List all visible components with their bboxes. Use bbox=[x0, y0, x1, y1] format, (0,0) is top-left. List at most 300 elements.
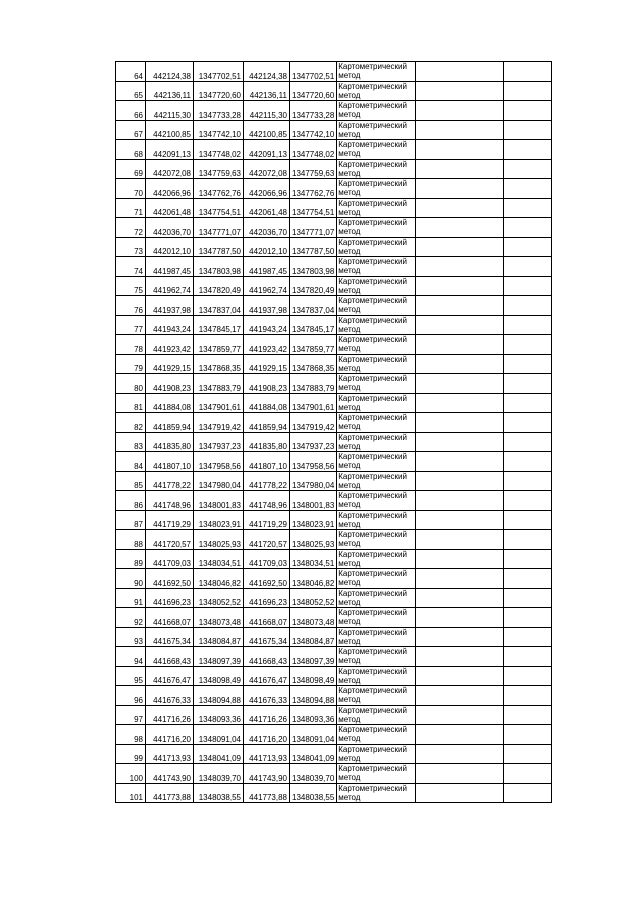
empty-cell bbox=[416, 783, 504, 803]
method-cell bbox=[337, 588, 416, 608]
method-cell bbox=[337, 705, 416, 725]
point-number: 69 bbox=[116, 159, 146, 179]
x-coordinate: 442061,48 bbox=[146, 198, 194, 218]
x-coordinate-new: 442066,96 bbox=[244, 179, 290, 199]
method-line-2: метод bbox=[338, 792, 361, 802]
point-number: 94 bbox=[116, 647, 146, 667]
empty-cell bbox=[504, 159, 552, 179]
empty-cell bbox=[504, 530, 552, 550]
x-coordinate-new: 442072,08 bbox=[244, 159, 290, 179]
empty-cell bbox=[416, 725, 504, 745]
y-coordinate-new: 1347837,04 bbox=[290, 296, 337, 316]
method-line-2: метод bbox=[338, 168, 361, 178]
method-line-1: Картометрический bbox=[338, 588, 407, 598]
y-coordinate-new: 1348097,39 bbox=[290, 647, 337, 667]
y-coordinate-new: 1348098,49 bbox=[290, 666, 337, 686]
y-coordinate-new: 1347748,02 bbox=[290, 140, 337, 160]
table-row bbox=[116, 666, 552, 686]
y-coordinate: 1347868,35 bbox=[194, 354, 244, 374]
method-line-1: Картометрический bbox=[338, 120, 407, 130]
x-coordinate-new: 441676,47 bbox=[244, 666, 290, 686]
point-number: 77 bbox=[116, 315, 146, 335]
y-coordinate-new: 1348041,09 bbox=[290, 744, 337, 764]
point-number: 97 bbox=[116, 705, 146, 725]
empty-cell bbox=[504, 237, 552, 257]
method-line-2: метод bbox=[338, 344, 361, 353]
empty-cell bbox=[504, 257, 552, 277]
method-line-2: метод bbox=[338, 617, 361, 626]
empty-cell bbox=[504, 315, 552, 335]
y-coordinate: 1347754,51 bbox=[194, 198, 244, 218]
empty-cell bbox=[504, 627, 552, 647]
y-coordinate-new: 1348052,52 bbox=[290, 588, 337, 608]
method-line-1: Картометрический bbox=[338, 452, 407, 461]
table-row bbox=[116, 101, 552, 121]
method-line-1: Картометрический bbox=[338, 101, 407, 110]
method-cell bbox=[337, 218, 416, 238]
y-coordinate: 1348046,82 bbox=[194, 569, 244, 589]
y-coordinate: 1347771,07 bbox=[194, 218, 244, 238]
y-coordinate: 1348084,87 bbox=[194, 627, 244, 647]
y-coordinate: 1348091,04 bbox=[194, 725, 244, 745]
method-line-1: Картометрический bbox=[338, 81, 407, 91]
point-number: 84 bbox=[116, 452, 146, 472]
table-row bbox=[116, 315, 552, 335]
x-coordinate-new: 442091,13 bbox=[244, 140, 290, 160]
y-coordinate: 1348094,88 bbox=[194, 686, 244, 706]
x-coordinate-new: 441859,94 bbox=[244, 413, 290, 433]
empty-cell bbox=[416, 218, 504, 238]
point-number: 87 bbox=[116, 510, 146, 530]
empty-cell bbox=[504, 393, 552, 413]
x-coordinate: 441987,45 bbox=[146, 257, 194, 277]
y-coordinate-new: 1348025,93 bbox=[290, 530, 337, 550]
x-coordinate-new: 441835,80 bbox=[244, 432, 290, 452]
method-line-1: Картометрический bbox=[338, 783, 407, 793]
method-line-2: метод bbox=[338, 753, 361, 763]
x-coordinate: 442115,30 bbox=[146, 101, 194, 121]
method-line-1: Картометрический bbox=[338, 198, 407, 208]
table-row bbox=[116, 510, 552, 530]
y-coordinate: 1348001,83 bbox=[194, 491, 244, 511]
point-number: 98 bbox=[116, 725, 146, 745]
x-coordinate: 442066,96 bbox=[146, 179, 194, 199]
y-coordinate: 1347980,04 bbox=[194, 471, 244, 491]
y-coordinate-new: 1347901,61 bbox=[290, 393, 337, 413]
y-coordinate-new: 1347845,17 bbox=[290, 315, 337, 335]
empty-cell bbox=[504, 432, 552, 452]
method-cell bbox=[337, 627, 416, 647]
empty-cell bbox=[504, 764, 552, 784]
y-coordinate: 1347720,60 bbox=[194, 81, 244, 101]
method-line-1: Картометрический bbox=[338, 354, 407, 364]
y-coordinate-new: 1348094,88 bbox=[290, 686, 337, 706]
y-coordinate: 1347702,51 bbox=[194, 62, 244, 82]
x-coordinate: 442091,13 bbox=[146, 140, 194, 160]
empty-cell bbox=[504, 62, 552, 82]
method-cell bbox=[337, 725, 416, 745]
x-coordinate-new: 441696,23 bbox=[244, 588, 290, 608]
method-line-2: метод bbox=[338, 246, 361, 256]
method-cell bbox=[337, 764, 416, 784]
method-line-2: метод bbox=[338, 675, 361, 685]
y-coordinate-new: 1347820,49 bbox=[290, 276, 337, 296]
x-coordinate-new: 441962,74 bbox=[244, 276, 290, 296]
method-cell bbox=[337, 569, 416, 589]
point-number: 72 bbox=[116, 218, 146, 238]
table-row bbox=[116, 257, 552, 277]
empty-cell bbox=[416, 647, 504, 667]
table-row bbox=[116, 744, 552, 764]
empty-cell bbox=[504, 549, 552, 569]
y-coordinate-new: 1347754,51 bbox=[290, 198, 337, 218]
point-number: 64 bbox=[116, 62, 146, 82]
point-number: 66 bbox=[116, 101, 146, 121]
x-coordinate-new: 441716,20 bbox=[244, 725, 290, 745]
y-coordinate: 1348073,48 bbox=[194, 608, 244, 628]
table-row bbox=[116, 179, 552, 199]
empty-cell bbox=[504, 686, 552, 706]
y-coordinate: 1348041,09 bbox=[194, 744, 244, 764]
point-number: 68 bbox=[116, 140, 146, 160]
method-line-1: Картометрический bbox=[338, 335, 407, 344]
table-row bbox=[116, 608, 552, 628]
x-coordinate: 441929,15 bbox=[146, 354, 194, 374]
method-line-2: метод bbox=[338, 734, 361, 743]
point-number: 86 bbox=[116, 491, 146, 511]
method-line-1: Картометрический bbox=[338, 705, 407, 715]
x-coordinate: 441859,94 bbox=[146, 413, 194, 433]
method-line-1: Картометрический bbox=[338, 374, 407, 383]
y-coordinate: 1347820,49 bbox=[194, 276, 244, 296]
x-coordinate-new: 441716,26 bbox=[244, 705, 290, 725]
x-coordinate-new: 442100,85 bbox=[244, 120, 290, 140]
empty-cell bbox=[504, 218, 552, 238]
method-cell bbox=[337, 783, 416, 803]
x-coordinate: 442100,85 bbox=[146, 120, 194, 140]
method-line-2: метод bbox=[338, 519, 361, 529]
method-line-2: метод bbox=[338, 305, 361, 314]
y-coordinate: 1347803,98 bbox=[194, 257, 244, 277]
y-coordinate: 1348023,91 bbox=[194, 510, 244, 530]
method-cell bbox=[337, 315, 416, 335]
table-row bbox=[116, 783, 552, 803]
empty-cell bbox=[416, 764, 504, 784]
method-line-2: метод bbox=[338, 71, 361, 80]
y-coordinate: 1348052,52 bbox=[194, 588, 244, 608]
x-coordinate: 441696,23 bbox=[146, 588, 194, 608]
y-coordinate: 1348098,49 bbox=[194, 666, 244, 686]
method-line-1: Картометрический bbox=[338, 179, 407, 188]
table-row bbox=[116, 686, 552, 706]
y-coordinate: 1347742,10 bbox=[194, 120, 244, 140]
point-number: 74 bbox=[116, 257, 146, 277]
empty-cell bbox=[504, 81, 552, 101]
y-coordinate: 1347759,63 bbox=[194, 159, 244, 179]
method-line-1: Картометрический bbox=[338, 608, 407, 617]
table-row bbox=[116, 413, 552, 433]
method-cell bbox=[337, 62, 416, 82]
method-line-1: Картометрический bbox=[338, 764, 407, 773]
empty-cell bbox=[416, 140, 504, 160]
method-line-1: Картометрический bbox=[338, 491, 407, 500]
x-coordinate: 441908,23 bbox=[146, 374, 194, 394]
point-number: 89 bbox=[116, 549, 146, 569]
method-line-2: метод bbox=[338, 129, 361, 139]
method-line-1: Картометрический bbox=[338, 315, 407, 325]
method-line-1: Картометрический bbox=[338, 549, 407, 559]
point-number: 79 bbox=[116, 354, 146, 374]
method-cell bbox=[337, 257, 416, 277]
x-coordinate: 441923,42 bbox=[146, 335, 194, 355]
empty-cell bbox=[416, 257, 504, 277]
empty-cell bbox=[504, 569, 552, 589]
point-number: 99 bbox=[116, 744, 146, 764]
empty-cell bbox=[416, 315, 504, 335]
method-cell bbox=[337, 530, 416, 550]
empty-cell bbox=[416, 237, 504, 257]
y-coordinate-new: 1347742,10 bbox=[290, 120, 337, 140]
x-coordinate-new: 442136,11 bbox=[244, 81, 290, 101]
table-row bbox=[116, 62, 552, 82]
empty-cell bbox=[504, 491, 552, 511]
empty-cell bbox=[504, 179, 552, 199]
method-line-1: Картометрический bbox=[338, 296, 407, 305]
empty-cell bbox=[504, 705, 552, 725]
y-coordinate: 1347901,61 bbox=[194, 393, 244, 413]
method-line-2: метод bbox=[338, 285, 361, 295]
x-coordinate-new: 441923,42 bbox=[244, 335, 290, 355]
point-number: 78 bbox=[116, 335, 146, 355]
empty-cell bbox=[416, 471, 504, 491]
table-row bbox=[116, 296, 552, 316]
method-line-2: метод bbox=[338, 500, 361, 509]
x-coordinate: 441743,90 bbox=[146, 764, 194, 784]
x-coordinate-new: 441937,98 bbox=[244, 296, 290, 316]
empty-cell bbox=[504, 783, 552, 803]
method-line-2: метод bbox=[338, 636, 361, 646]
empty-cell bbox=[416, 686, 504, 706]
method-line-1: Картометрический bbox=[338, 432, 407, 442]
method-line-1: Картометрический bbox=[338, 744, 407, 754]
method-cell bbox=[337, 510, 416, 530]
y-coordinate: 1348093,36 bbox=[194, 705, 244, 725]
empty-cell bbox=[504, 120, 552, 140]
empty-cell bbox=[504, 647, 552, 667]
empty-cell bbox=[416, 101, 504, 121]
method-cell bbox=[337, 471, 416, 491]
y-coordinate-new: 1348091,04 bbox=[290, 725, 337, 745]
method-cell bbox=[337, 81, 416, 101]
table-row bbox=[116, 140, 552, 160]
method-line-1: Картометрический bbox=[338, 140, 407, 149]
point-number: 101 bbox=[116, 783, 146, 803]
method-line-1: Картометрический bbox=[338, 569, 407, 578]
method-line-2: метод bbox=[338, 480, 361, 490]
method-line-1: Картометрический bbox=[338, 257, 407, 266]
x-coordinate-new: 441743,90 bbox=[244, 764, 290, 784]
y-coordinate-new: 1347759,63 bbox=[290, 159, 337, 179]
point-number: 91 bbox=[116, 588, 146, 608]
method-line-1: Картометрический bbox=[338, 627, 407, 637]
point-number: 70 bbox=[116, 179, 146, 199]
x-coordinate-new: 441748,96 bbox=[244, 491, 290, 511]
method-cell bbox=[337, 296, 416, 316]
y-coordinate: 1348034,51 bbox=[194, 549, 244, 569]
point-number: 83 bbox=[116, 432, 146, 452]
y-coordinate: 1347733,28 bbox=[194, 101, 244, 121]
x-coordinate-new: 442036,70 bbox=[244, 218, 290, 238]
y-coordinate: 1347859,77 bbox=[194, 335, 244, 355]
empty-cell bbox=[504, 101, 552, 121]
method-line-2: метод bbox=[338, 773, 361, 782]
point-number: 100 bbox=[116, 764, 146, 784]
method-line-2: метод bbox=[338, 266, 361, 275]
y-coordinate: 1347845,17 bbox=[194, 315, 244, 335]
method-cell bbox=[337, 101, 416, 121]
y-coordinate-new: 1347803,98 bbox=[290, 257, 337, 277]
y-coordinate: 1347919,42 bbox=[194, 413, 244, 433]
method-cell bbox=[337, 549, 416, 569]
table-row bbox=[116, 549, 552, 569]
method-cell bbox=[337, 666, 416, 686]
empty-cell bbox=[416, 276, 504, 296]
empty-cell bbox=[504, 413, 552, 433]
point-number: 93 bbox=[116, 627, 146, 647]
x-coordinate-new: 441908,23 bbox=[244, 374, 290, 394]
y-coordinate: 1347958,56 bbox=[194, 452, 244, 472]
method-cell bbox=[337, 374, 416, 394]
point-number: 95 bbox=[116, 666, 146, 686]
x-coordinate-new: 441773,88 bbox=[244, 783, 290, 803]
x-coordinate-new: 441676,33 bbox=[244, 686, 290, 706]
y-coordinate-new: 1347720,60 bbox=[290, 81, 337, 101]
empty-cell bbox=[504, 354, 552, 374]
x-coordinate-new: 441709,03 bbox=[244, 549, 290, 569]
table-row bbox=[116, 237, 552, 257]
point-number: 81 bbox=[116, 393, 146, 413]
x-coordinate: 441668,43 bbox=[146, 647, 194, 667]
x-coordinate-new: 441668,07 bbox=[244, 608, 290, 628]
empty-cell bbox=[504, 608, 552, 628]
method-line-2: метод bbox=[338, 539, 361, 548]
y-coordinate: 1348025,93 bbox=[194, 530, 244, 550]
method-cell bbox=[337, 140, 416, 160]
y-coordinate-new: 1348093,36 bbox=[290, 705, 337, 725]
empty-cell bbox=[416, 296, 504, 316]
empty-cell bbox=[416, 198, 504, 218]
empty-cell bbox=[416, 120, 504, 140]
x-coordinate-new: 441713,93 bbox=[244, 744, 290, 764]
empty-cell bbox=[416, 705, 504, 725]
empty-cell bbox=[416, 608, 504, 628]
method-line-2: метод bbox=[338, 695, 361, 704]
method-line-2: метод bbox=[338, 110, 361, 119]
empty-cell bbox=[416, 374, 504, 394]
method-line-2: метод bbox=[338, 714, 361, 724]
method-line-2: метод bbox=[338, 597, 361, 607]
empty-cell bbox=[416, 588, 504, 608]
y-coordinate-new: 1348034,51 bbox=[290, 549, 337, 569]
y-coordinate-new: 1348039,70 bbox=[290, 764, 337, 784]
y-coordinate-new: 1348073,48 bbox=[290, 608, 337, 628]
point-number: 71 bbox=[116, 198, 146, 218]
empty-cell bbox=[504, 666, 552, 686]
method-cell bbox=[337, 120, 416, 140]
x-coordinate-new: 441675,34 bbox=[244, 627, 290, 647]
x-coordinate: 441884,08 bbox=[146, 393, 194, 413]
method-line-2: метод bbox=[338, 558, 361, 568]
method-line-1: Картометрический bbox=[338, 276, 407, 286]
method-cell bbox=[337, 432, 416, 452]
table-row bbox=[116, 276, 552, 296]
x-coordinate-new: 441692,50 bbox=[244, 569, 290, 589]
table-row bbox=[116, 471, 552, 491]
empty-cell bbox=[504, 510, 552, 530]
method-cell bbox=[337, 159, 416, 179]
table-row bbox=[116, 393, 552, 413]
x-coordinate: 442036,70 bbox=[146, 218, 194, 238]
method-cell bbox=[337, 491, 416, 511]
y-coordinate-new: 1348084,87 bbox=[290, 627, 337, 647]
point-number: 92 bbox=[116, 608, 146, 628]
point-number: 85 bbox=[116, 471, 146, 491]
method-line-2: метод bbox=[338, 461, 361, 470]
method-cell bbox=[337, 413, 416, 433]
empty-cell bbox=[504, 725, 552, 745]
x-coordinate-new: 441668,43 bbox=[244, 647, 290, 667]
x-coordinate-new: 441720,57 bbox=[244, 530, 290, 550]
y-coordinate-new: 1347702,51 bbox=[290, 62, 337, 82]
table-row bbox=[116, 705, 552, 725]
empty-cell bbox=[416, 413, 504, 433]
empty-cell bbox=[504, 452, 552, 472]
table-row bbox=[116, 647, 552, 667]
method-line-2: метод bbox=[338, 656, 361, 665]
point-number: 90 bbox=[116, 569, 146, 589]
method-line-1: Картометрический bbox=[338, 218, 407, 227]
x-coordinate: 441676,47 bbox=[146, 666, 194, 686]
point-number: 67 bbox=[116, 120, 146, 140]
y-coordinate-new: 1348046,82 bbox=[290, 569, 337, 589]
y-coordinate-new: 1347787,50 bbox=[290, 237, 337, 257]
method-cell bbox=[337, 608, 416, 628]
method-cell bbox=[337, 744, 416, 764]
empty-cell bbox=[504, 296, 552, 316]
x-coordinate-new: 442115,30 bbox=[244, 101, 290, 121]
x-coordinate: 441668,07 bbox=[146, 608, 194, 628]
x-coordinate: 441773,88 bbox=[146, 783, 194, 803]
empty-cell bbox=[416, 510, 504, 530]
method-line-1: Картометрический bbox=[338, 725, 407, 734]
table-row bbox=[116, 588, 552, 608]
empty-cell bbox=[504, 140, 552, 160]
empty-cell bbox=[416, 530, 504, 550]
point-number: 73 bbox=[116, 237, 146, 257]
y-coordinate-new: 1348023,91 bbox=[290, 510, 337, 530]
method-line-1: Картометрический bbox=[338, 237, 407, 247]
table-row bbox=[116, 569, 552, 589]
method-cell bbox=[337, 452, 416, 472]
x-coordinate: 441716,26 bbox=[146, 705, 194, 725]
x-coordinate: 441675,34 bbox=[146, 627, 194, 647]
x-coordinate: 442124,38 bbox=[146, 62, 194, 82]
empty-cell bbox=[416, 549, 504, 569]
method-line-1: Картометрический bbox=[338, 159, 407, 169]
table-row bbox=[116, 491, 552, 511]
empty-cell bbox=[416, 744, 504, 764]
y-coordinate-new: 1347771,07 bbox=[290, 218, 337, 238]
